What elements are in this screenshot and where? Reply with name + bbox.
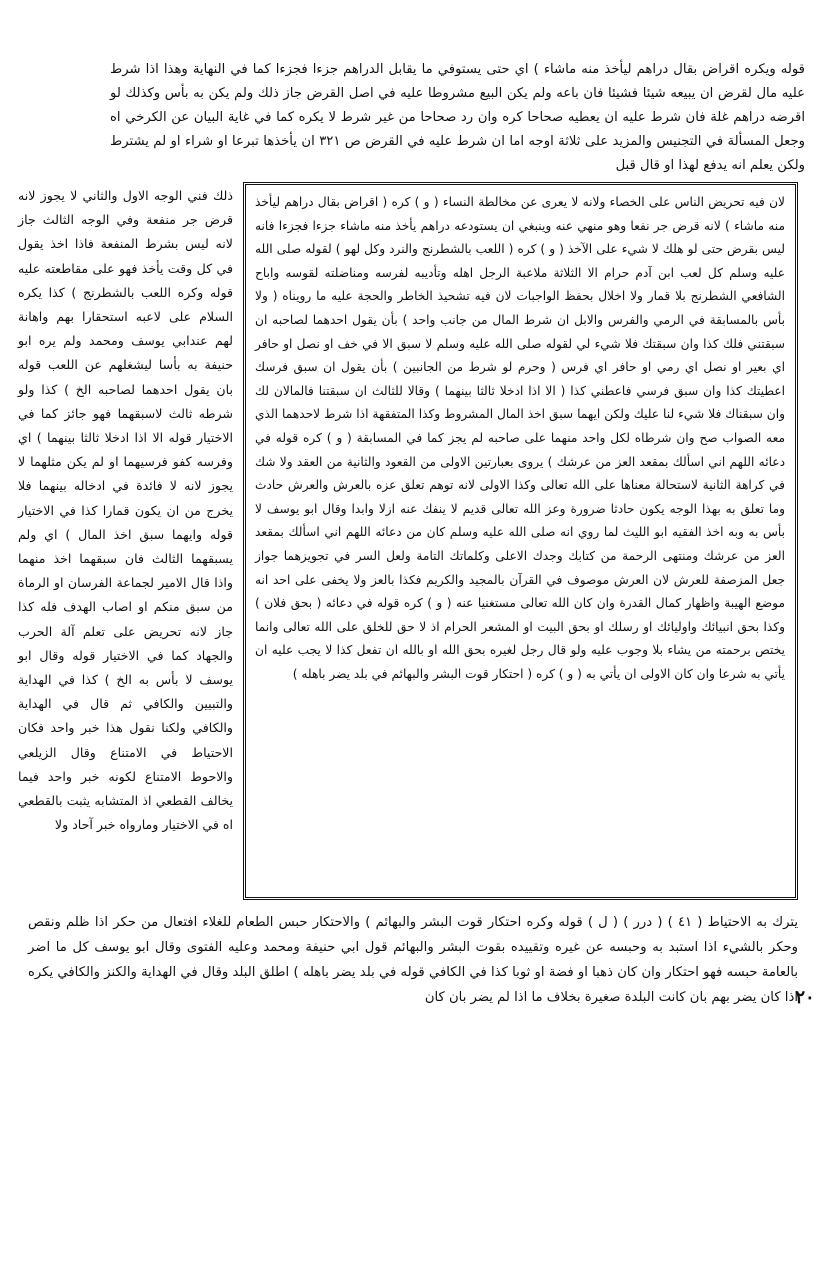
top-commentary: قوله ويكره اقراض بقال دراهم ليأخذ منه ماشاء ) اي حتى يستوفي ما يقابل الدراهم جزءا فجزءا كما في النهاية وهذا اذا شرط عليه مال لقرض ان يبيعه شيئا فشيئا فان باعه ولم يكن البيع مشروطا عليه في اصل القرض جاز ذلك ولم يكن به بأس وكذلك لو اقرضه دراهم غلة فان شرط عليه ان يعطيه صحاحا كره وان رد صحاحا من غير شرط لا يكره كما في غاية البيان عن الكرخي اه وجعل المسألة في التجنيس والمزيد على ثلاثة اوجه اما ان شرط عليه في القرض ص ٣٢١ ان يأخذها تبرعا او شراء او لم يشترط ولكن يعلم انه يدفع لهذا او قال قبل bbox=[110, 62, 806, 173]
boxed-commentary bbox=[255, 191, 785, 686]
side-commentary-column: ذلك فني الوجه الاول والثاني لا يجوز لانه قرض جر منفعة وفي الوجه الثالث جاز لانه ليس بشرط المنفعة فاذا اخذ يقول في كل وقت يأخذ فهو على مقاطعته عليه قوله وكره اللعب بالشطرنج ) كذا يكره السلام على لاعبه استحقارا بهم واهانة لهم عندابي يوسف ومحمد ولم يره ابو حنيفة به بأسا ليشغلهم عن اللعب قوله بان يقول احدهما لصاحبه الخ ) كذا ولو شرطه ثالث لاسبقهما فهو جائز كما في الاختيار قوله الا اذا ادخلا ثالثا بينهما ) اي وفرسه كفو فرسيهما او لم يكن مثلهما لا يجوز لانه لا فائدة في ادخاله بينهما فلا يخرج من ان يكون قمارا كذا في الاختيار قوله وايهما سبق اخذ المال ) اي ولم يسبقهما الثالث فان سبقهما اخذ منهما واذا قال الامير لجماعة الفرسان او الرماة من سبق منكم او اصاب الهدف فله كذا جاز لانه تحريض على تعلم آلة الحرب والجهاد كما في الاختيار قوله وقال ابو يوسف لا بأس به الخ ) كذا في الهداية والتبيين والكافي ثم قال في الهداية والكافي ولكنا نقول هذا خبر واحد فكان الاحتياط في الامتناع وقال الزيلعي والاحوط الامتناع لكونه خبر واحد فيما يخالف القطعي اذ المتشابه يثبت بالقطعي اه في الاختيار ومارواه خبر آحاد ولا bbox=[18, 188, 233, 833]
bottom-commentary: يترك به الاحتياط ( ٤١ ) ( درر ) ( ل ) قوله وكره احتكار قوت البشر والبهائم ) والاحتكار حبس الطعام للغلاء افتعال من حكر اذا ظلم ونقص وحكر بالشيء اذا استبد به وحبسه عن غيره وتقييده بقوت البشر والبهائم قول ابي حنيفة ومحمد وعليه الفتوى وقال ابو يوسف كل ما اضر بالعامة حبسه فهو احتكار وان كان ذهبا او فضة او ثوبا كذا في الكافي قوله في بلد يضر باهله ) اطلق البلد وقال في الهداية والكنز والكافي يكره اذا كان يضر بهم بان كانت البلدة صغيرة بخلاف ما اذا لم يضر بان كان bbox=[28, 915, 798, 1005]
page-number: ٢٠ bbox=[795, 987, 815, 1008]
boxed-paragraph: لان فيه تحريض الناس على الخصاء ولانه لا يعرى عن مخالطة النساء ( و ) كره ( اقراض بقال دراهم ليأخذ منه ماشاء ) لانه قرض جر نفعا وهو منهي عنه وينبغي ان يستودعه دراهم يأخذ منه ماشاء جزءا فجزءا فانه ليس بقرض حتى لو هلك لا شيء على الآخذ ( و ) كره ( اللعب بالشطرنج والنرد وكل لهو ) لقوله صلى الله عليه وسلم كل لعب ابن آدم حرام الا الثلاثة ملاعبة الرجل اهله وتأديبه لفرسه ومناضلته لقوسه واباح الشافعي الشطرنج بلا قمار ولا اخلال بحفظ الواجبات لان فيه تشحيذ الخاطر والحجة عليه ما رويناه ( ولا بأس بالمسابقة في الرمي والفرس والابل ان شرط المال من جانب واحد ) بأن يقول احدهما لصاحبه ان سبقتني فلك كذا وان سبقتك فلا شيء لي لقوله صلى الله عليه وسلم لا سبق الا في خف او نصل او حافر اي بعير او نصل اي رمي او حافر اي فرس ( وحرم لو شرط من الجانبين ) بأن يقول ان سبق فرسك اعطيتك كذا وان سبق فرسي فاعطني كذا ( الا اذا ادخلا ثالثا بينهما ) وقالا للثالث ان سبقتنا فالمالان لك وان سبقناك فلا شيء لنا عليك ولكن ايهما سبق اخذ المال المشروط وكذا المتفقهة اذا شرط لاحدهما الذي معه الصواب صح وان شرطاه لكل واحد منهما على صاحبه لم يجز كما في المسابقة bbox=[255, 195, 785, 445]
main-text-box bbox=[243, 182, 798, 900]
boxed-paragraph: ( و ) كره قوله في دعائه اللهم اني اسألك بمقعد العز من عرشك ) يروى بعبارتين الاولى من القعود والثانية من العقد ولا شك في كراهة الثانية لاستحالة معناها على الله تعالى وكذا الاولى لانه توهم تعلق عزه بالعرش والعرش حادث وما تعلق به بهذا الوجه يكون حادثا ضرورة وعز الله تعالى قديم لا ينفك عنه ازلا وابدا وقال ابو يوسف لا بأس به وبه اخذ الفقيه ابو الليث لما روي انه صلى الله عليه وسلم كان من دعائه اللهم اني اسألك بمقعد العز من عرشك ومنتهى الرحمة من كتابك وجدك الاعلى وكلماتك التامة ولعل السر في تجويزهما جواز جعل المزصفة للعرش لان العرش موصوف في القرآن بالمجيد والكريم فكذا بالعز ولا يخفى على احد انه موضع الهيبة واظهار كمال القدرة وان كان الله تعالى مستغنيا عنه ( و ) كره قوله في دعائه ( بحق فلان ) وكذا بحق انبيائك واوليائك او رسلك او بحق البيت او المشعر الحرام اذ لا حق للخلق على الله تعالى وانما يختص برحمته من يشاء بلا وجوب عليه ولو قال رجل لغيره بحق الله او بالله ان تفعل كذا لا يجب عليه ان يأتي به شرعا وان كان الاولى ان يأتي به ( و ) كره ( احتكار قوت البشر والبهائم في بلد يضر باهله ) bbox=[255, 430, 785, 681]
